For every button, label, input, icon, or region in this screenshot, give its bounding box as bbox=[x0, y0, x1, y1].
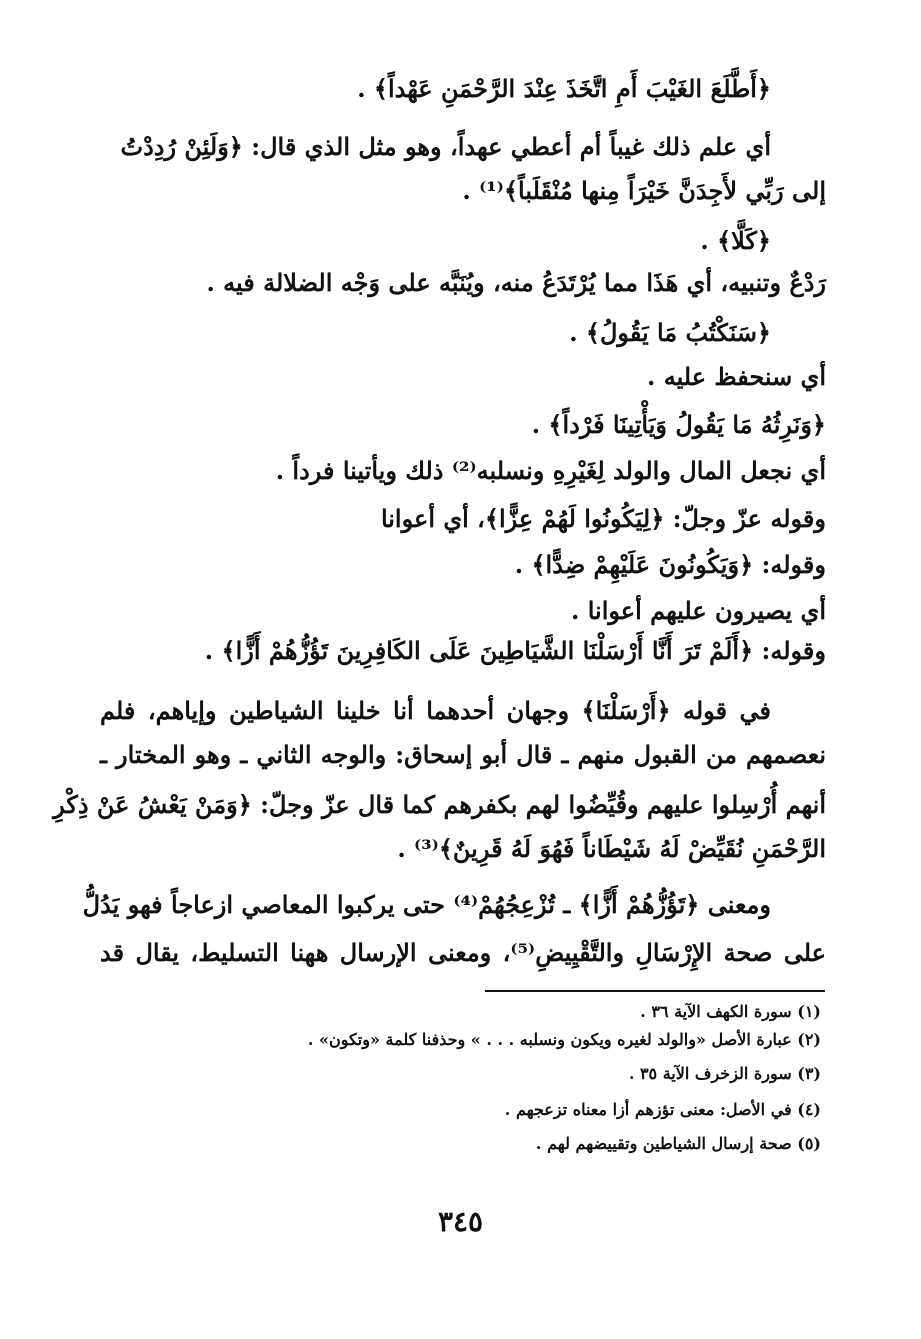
text-line-10: وقوله عزّ وجلّ: ﴿لِيَكُونُوا لَهُمْ عِزًّا﴾، أي أعوانا bbox=[380, 504, 826, 533]
text-line-9: أي نجعل المال والولد لِغَيْرِهِ ونسلبه⁽²⁾ ذلك ويأتينا فرداً . bbox=[275, 456, 826, 485]
paragraph-line-1: في قوله ﴿أَرْسَلْنَا﴾ وجهان أحدهما أنا خلينا الشياطين وإياهم، فلم bbox=[100, 696, 771, 725]
text-line-2: أي علم ذلك غيباً أم أعطي عهداً، وهو مثل الذي قال: ﴿وَلَئِنْ رُدِدْتُ bbox=[120, 132, 771, 161]
footnote-5: (٥) صحة إرسال الشياطين وتقييضهم لهم . bbox=[535, 1134, 821, 1153]
paragraph-line-4: الرَّحْمَنِ نُقَيِّضْ لَهُ شَيْطَاناً فَهُوَ لَهُ قَرِينٌ﴾⁽³⁾ . bbox=[397, 834, 826, 863]
verse-line-4: ﴿كَلَّا﴾ . bbox=[700, 226, 771, 255]
text-line-11: وقوله: ﴿وَيَكُونُونَ عَلَيْهِمْ ضِدًّا﴾ . bbox=[514, 550, 826, 579]
text-line-5: رَدْعٌ وتنبيه، أي هَذَا مما يُرْتَدَعُ منه، ويُنَبَّه على وَجْه الضلالة فيه . bbox=[206, 268, 826, 297]
footnote-2: (٢) عبارة الأصل «والولد لغيره ويكون ونسلبه . . . » وحذفنا كلمة «وتكون» . bbox=[307, 1030, 821, 1049]
paragraph-line-3: أنهم أُرْسِلوا عليهم وقُيِّضُوا لهم بكفرهم كما قال عزّ وجلّ: ﴿وَمَنْ يَعْشُ عَنْ ذِكْرِ bbox=[53, 790, 826, 819]
paragraph-line-2: نعصمهم من القبول منهم ـ قال أبو إسحاق: والوجه الثاني ـ وهو المختار ـ bbox=[100, 740, 826, 769]
text-line-12: أي يصيرون عليهم أعوانا . bbox=[570, 596, 826, 625]
verse-line-6: ﴿سَنَكْتُبُ مَا يَقُولُ﴾ . bbox=[569, 318, 771, 347]
paragraph-line-6: على صحة الإِرْسَالِ والتَّقْيِيضِ⁽⁵⁾، ومعنى الإرسال ههنا التسليط، يقال قد bbox=[100, 938, 826, 967]
footnote-separator bbox=[485, 990, 825, 992]
verse-line-8: ﴿وَنَرِثُهُ مَا يَقُولُ وَيَأْتِينَا فَرْداً﴾ . bbox=[531, 410, 826, 439]
page-number: ٣٤٥ bbox=[437, 1205, 484, 1238]
footnote-1: (١) سورة الكهف الآية ٣٦ . bbox=[640, 1002, 821, 1021]
footnote-3: (٣) سورة الزخرف الآية ٣٥ . bbox=[628, 1064, 821, 1083]
verse-line-1: ﴿أَطَّلَعَ الغَيْبَ أَمِ اتَّخَذَ عِنْدَ الرَّحْمَنِ عَهْداً﴾ . bbox=[357, 74, 771, 103]
text-line-3: إلى رَبِّي لأَجِدَنَّ خَيْرَاً مِنها مُنْقَلَباً﴾⁽¹⁾ . bbox=[462, 176, 826, 205]
text-line-13: وقوله: ﴿أَلَمْ تَرَ أَنَّا أَرْسَلْنَا الشَّيَاطِينَ عَلَى الكَافِرِينَ تَؤُزُّهُمْ أَزًّا﴾ . bbox=[204, 636, 826, 665]
paragraph-line-5: ومعنى ﴿تَؤُزُّهُمْ أَزًّا﴾ ـ تُزْعِجُهُمْ⁽⁴⁾ حتى يركبوا المعاصي ازعاجاً فهو يَدُلُّ bbox=[82, 890, 771, 919]
text-line-7: أي سنحفظ عليه . bbox=[646, 362, 826, 391]
footnote-4: (٤) في الأصل: معنى تؤزهم أزا معناه تزعجهم . bbox=[504, 1100, 821, 1119]
